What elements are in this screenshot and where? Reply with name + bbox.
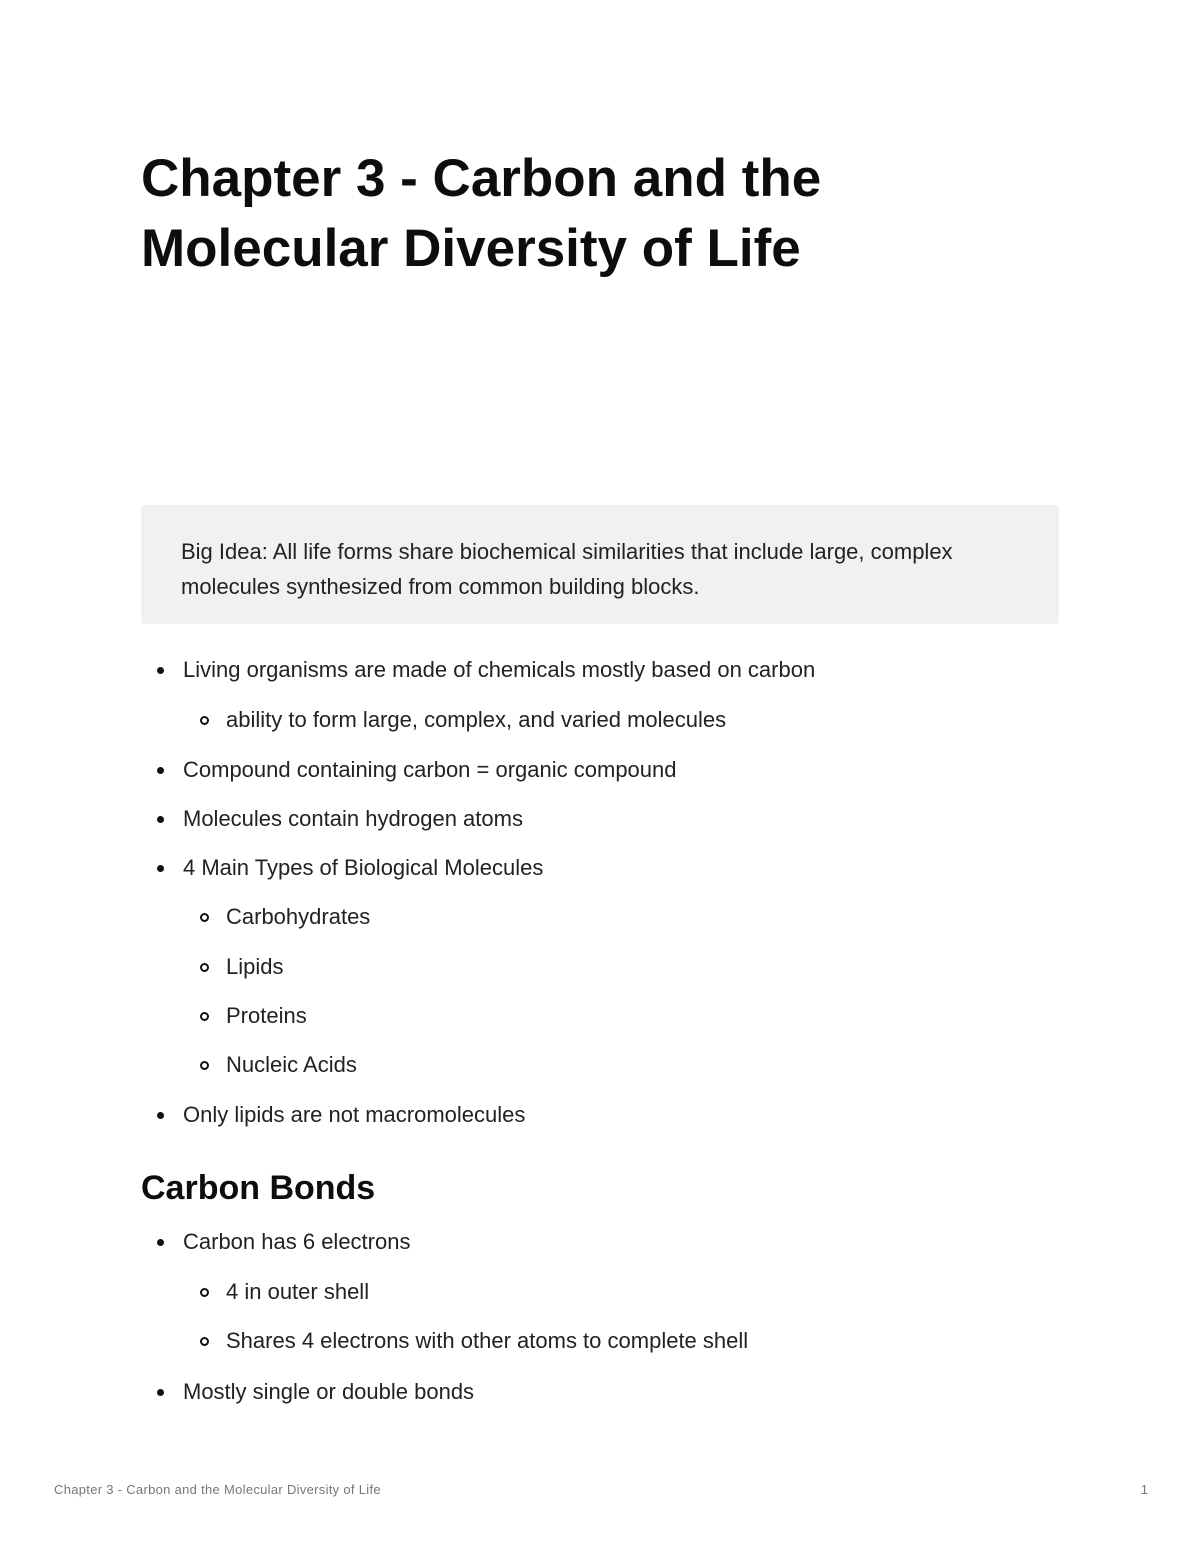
- intro-bullet-list: [141, 655, 1061, 1149]
- list-item: Carbon has 6 electrons: [141, 1227, 1061, 1277]
- bullet-disc-icon: [157, 816, 164, 823]
- page-title: Chapter 3 - Carbon and the Molecular Diversity of Life: [141, 149, 822, 278]
- bullet-disc-icon: [157, 1239, 164, 1246]
- section-heading-carbon-bonds: Carbon Bonds: [141, 1169, 376, 1207]
- list-item: Molecules contain hydrogen atoms: [141, 804, 1061, 853]
- bullet-circle-icon: [200, 1337, 209, 1346]
- bullet-circle-icon: [200, 1061, 209, 1070]
- list-item: Carbohydrates: [141, 902, 1061, 952]
- list-item: 4 Main Types of Biological Molecules: [141, 853, 1061, 902]
- list-item: Lipids: [141, 952, 1061, 1001]
- bullet-disc-icon: [157, 667, 164, 674]
- list-item: Shares 4 electrons with other atoms to complete shell: [141, 1326, 1061, 1377]
- list-item: Only lipids are not macromolecules: [141, 1100, 1061, 1149]
- list-item: Proteins: [141, 1001, 1061, 1050]
- list-item: Compound containing carbon = organic compound: [141, 755, 1061, 804]
- footer-page-number: 1: [1140, 1482, 1148, 1497]
- bullet-disc-icon: [157, 767, 164, 774]
- footer-document-title: Chapter 3 - Carbon and the Molecular Diversity of Life: [54, 1482, 381, 1497]
- list-item: Living organisms are made of chemicals mostly based on carbon: [141, 655, 1061, 705]
- bullet-disc-icon: [157, 1112, 164, 1119]
- bullet-disc-icon: [157, 1389, 164, 1396]
- list-item: ability to form large, complex, and varied molecules: [141, 705, 1061, 755]
- callout-text: Big Idea: All life forms share biochemical similarities that include large, complex molecules synthesized from common building blocks.: [181, 539, 953, 599]
- list-item: 4 in outer shell: [141, 1277, 1061, 1326]
- bullet-circle-icon: [200, 963, 209, 972]
- carbon-bonds-bullet-list: [141, 1227, 1061, 1426]
- bullet-circle-icon: [200, 1288, 209, 1297]
- bullet-circle-icon: [200, 1012, 209, 1021]
- big-idea-callout: [141, 505, 1059, 624]
- list-item: Nucleic Acids: [141, 1050, 1061, 1100]
- bullet-circle-icon: [200, 716, 209, 725]
- list-item: Mostly single or double bonds: [141, 1377, 1061, 1426]
- bullet-circle-icon: [200, 913, 209, 922]
- bullet-disc-icon: [157, 865, 164, 872]
